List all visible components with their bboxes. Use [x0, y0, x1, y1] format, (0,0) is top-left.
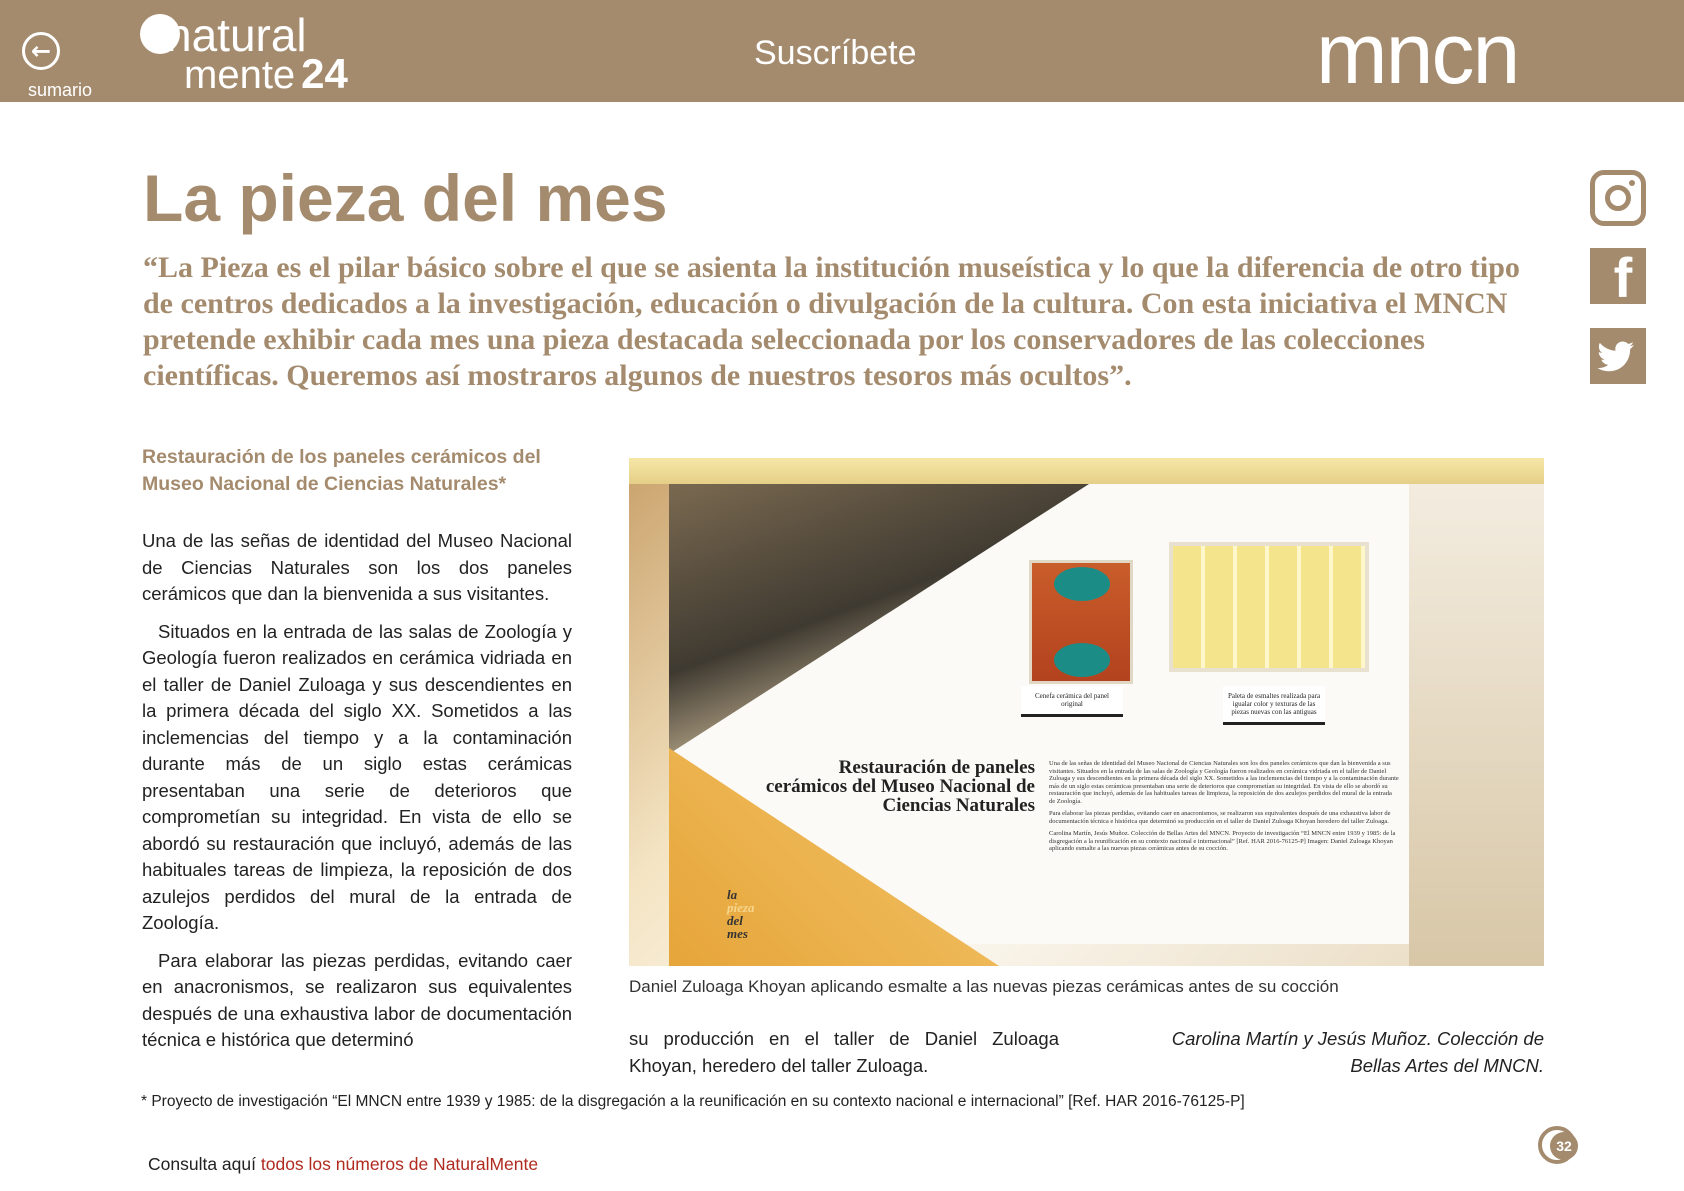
naturalmente-logo[interactable] [140, 10, 380, 96]
consulta-line [148, 1154, 538, 1175]
brand-line-4: mes [727, 926, 748, 941]
twitter-bird-icon [1590, 328, 1646, 384]
exhibit-text-3: Carolina Martín, Jesús Muñoz. Colección de Bellas Artes del MNCN. Proyecto de investigación “El MNCN entre 1939 y 1985: de la disgregación a la reunificación en su contexto nacional e internacional” [Ref. HAR 2016-76125-P] Imagen: Daniel Zuloaga Khoyan aplicando esmalte a las nuevas piezas cerámicas antes de su cocción. [1049, 830, 1396, 852]
issue-number: 24 [301, 50, 348, 97]
exhibit-heading: Restauración de paneles cerámicos del Museo Nacional de Ciencias Naturales [765, 757, 1035, 816]
sumario-link[interactable]: sumario [28, 80, 93, 100]
tile-green-motif-bottom [1054, 643, 1110, 677]
brand-line-1: la [727, 887, 738, 902]
twitter-icon[interactable] [1590, 328, 1646, 384]
logo-text-mente-word: mente [184, 53, 296, 97]
page-title: La pieza del mes [143, 161, 668, 235]
brand-line-2: pieza [727, 900, 755, 915]
tile-green-motif-top [1054, 567, 1110, 601]
exhibit-text-2: Para elaborar las piezas perdidas, evitando caer en anacronismos, se realizaron sus equivalentes después de una exhaustiva labor de documentación técnica e histórica que determinó su producción en el taller de Daniel Zuloaga Khoyan heredero del taller Zuloaga. [1049, 810, 1391, 825]
instagram-flash [1629, 180, 1635, 186]
display-case-top [629, 458, 1544, 484]
exhibit-text-1: Una de las señas de identidad del Museo Nacional de Ciencias Naturales son los dos paneles cerámicos que dan la bienvenida a sus visitantes. Situados en la entrada de las salas de Zoología y Geología fueron realizados en cerámica vidriada en el taller de Daniel Zuloaga y sus descendientes en la primera década del siglo XX. Sometidos a las inclemencias del tiempo y a la contaminación durante más de un siglo estas cerámicas presentaban una serie de deterioros que comprometían su integridad. En vista de ello se abordó su restauración que incluyó, además de las habituales tareas de limpieza, la reposición de dos azulejos perdidos del mural de la entrada de Zoología. [1049, 760, 1399, 805]
exhibit-label-left: Cenefa cerámica del panel original [1021, 686, 1123, 717]
intro-quote: “La Pieza es el pilar básico sobre el que se asienta la institución museística y lo que la diferencia de otro tipo de centros dedicados a la investigación, educación o divulgación de la cultura. Con esta iniciativa el MNCN pretende exhibir cada mes una pieza destacada seleccionada por los conservadores de las colecciones científicas. Queremos así mostraros algunos de nuestros tesoros más ocultos”. [143, 251, 1520, 392]
article-body-column-1 [142, 528, 572, 1065]
subscribe-link[interactable]: Suscríbete [754, 34, 917, 72]
paragraph-3: Para elaborar las piezas perdidas, evitando caer en anacronismos, se realizaron sus equivalentes después de una exhaustiva labor de documentación técnica e histórica que determinó [142, 949, 572, 1050]
article-photo [629, 458, 1544, 966]
page-number-badge [1538, 1126, 1578, 1166]
article-credit: Carolina Martín y Jesús Muñoz. Colección de Bellas Artes del MNCN. [1171, 1028, 1544, 1076]
glaze-palette-tile [1169, 542, 1369, 672]
section-heading: Restauración de los paneles cerámicos del Museo Nacional de Ciencias Naturales* [142, 446, 541, 495]
article-body-column-2: su producción en el taller de Daniel Zuloaga Khoyan, heredero del taller Zuloaga. [629, 1028, 1059, 1076]
brand-line-3: del [727, 913, 743, 928]
la-pieza-del-mes-brand [727, 888, 754, 940]
page-number: 32 [1550, 1132, 1578, 1160]
facebook-icon[interactable]: f [1590, 248, 1646, 304]
logo-text-natural: natural [166, 9, 307, 61]
top-bar [0, 0, 1684, 102]
exhibit-label-right: Paleta de esmaltes realizada para igualar color y texturas de las piezas nuevas con las antiguas [1223, 686, 1325, 725]
exhibit-text [1049, 760, 1399, 858]
footnote: * Proyecto de investigación “El MNCN entre 1939 y 1985: de la disgregación a la reunificación en su contexto nacional e internacional” [Ref. HAR 2016-76125-P] [141, 1093, 1245, 1110]
instagram-lens [1605, 185, 1631, 211]
paragraph-2: Situados en la entrada de las salas de Zoología y Geología fueron realizados en cerámica vidriada en el taller de Daniel Zuloaga y sus descendientes en la primera década del siglo XX. Sometidos a las inclemencias del tiempo y a la contaminación durante más de un siglo estas cerámicas presentaban una serie de deterioros que comprometían su integridad. En vista de ello se abordó su restauración que incluyó, además de las habituales tareas de limpieza, la reposición de dos azulejos perdidos del mural de la entrada de Zoología. [142, 620, 572, 933]
mncn-logo[interactable]: mncn [1316, 6, 1519, 102]
back-arrow-icon[interactable]: ← [22, 32, 60, 70]
logo-text-mente [184, 52, 348, 97]
adjacent-display-case [1409, 484, 1544, 966]
instagram-icon[interactable] [1590, 170, 1646, 226]
original-ceramic-tile [1029, 560, 1133, 684]
consulta-prefix: Consulta aquí [148, 1154, 256, 1174]
paragraph-1: Una de las señas de identidad del Museo Nacional de Ciencias Naturales son los dos paneles cerámicos que dan la bienvenida a sus visitantes. [142, 530, 572, 604]
all-issues-link[interactable]: todos los números de NaturalMente [260, 1154, 539, 1174]
figure-caption: Daniel Zuloaga Khoyan aplicando esmalte a las nuevas piezas cerámicas antes de su cocción [629, 977, 1339, 996]
